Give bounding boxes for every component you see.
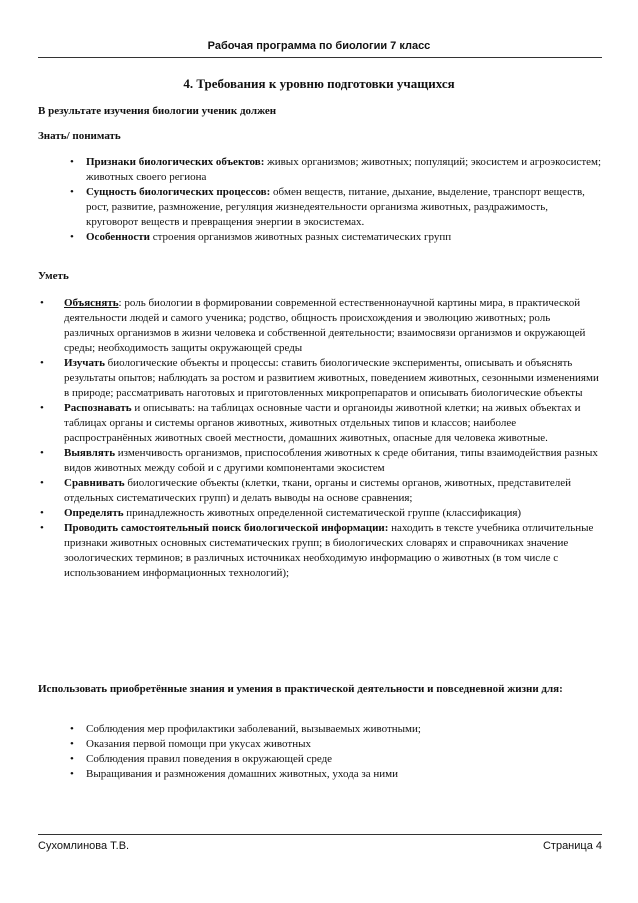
list-item: • Проводить самостоятельный поиск биологической информации: находить в тексте учебника отличительные признаки животных основных систематических групп; в биологических словарях и справочниках значение зоологических терминов; в различных источниках необходимую информацию о животных (в том числе с использованием информационных технологий); [64,521,602,581]
footer-page-number: Страница 4 [542,840,602,852]
list-item: • Объяснять: роль биологии в формировании современной естественнонаучной картины мира, в практической деятельности людей и самого ученика; родство, общность происхождения и эволюцию животных; роль различных организмов в жизни человека и собственной деятельности; взаимосвязи организмов и окружающей среды; необходимость защиты окружающей среды [64,296,602,356]
list-item: • Соблюдения правил поведения в окружающей среде [86,752,602,767]
can-list [64,296,602,581]
list-item: • Выращивания и размножения домашних животных, ухода за ними [86,767,602,782]
list-item: • Изучать биологические объекты и процессы: ставить биологические эксперименты, описывать и объяснять результаты опытов; наблюдать за ростом и развитием животных, поведением животных, сезонными изменениями в природе; рассматривать наготовых и приготовленных микропрепаратов и описывать биологические объекты [64,356,602,401]
list-item: • Особенности строения организмов животных разных систематических групп [86,230,602,245]
can-heading: Уметь [38,270,69,282]
intro-text: В результате изучения биологии ученик должен [38,105,277,117]
list-item: • Распознавать и описывать: на таблицах основные части и органоиды животной клетки; на живых объектах и таблицах органы и системы органов животных, животных отдельных типов и классов; наиболее распространённых животных своей местности, домашних животных, опасные для человека животные. [64,401,602,446]
footer-author: Сухомлинова Т.В. [38,840,130,852]
list-item: • Оказания первой помощи при укусах животных [86,737,602,752]
list-item: • Определять принадлежность животных определенной систематической группе (классификация) [64,506,602,521]
footer-rule [38,834,602,835]
list-item: • Сравнивать биологические объекты (клетки, ткани, органы и системы органов, животных, представителей отдельных систематических групп) и делать выводы на основе сравнения; [64,476,602,506]
use-list [86,722,602,782]
list-item: • Выявлять изменчивость организмов, приспособления животных к среде обитания, типы взаимодействия разных видов животных между собой и с другими компонентами экосистем [64,446,602,476]
list-item: • Сущность биологических процессов: обмен веществ, питание, дыхание, выделение, транспорт веществ, рост, развитие, размножение, регуляция жизнедеятельности организма животных, раздражимость, круговорот веществ и превращения энергии в экосистемах. [86,185,602,230]
section-title: 4. Требования к уровню подготовки учащихся [183,76,455,91]
know-list [86,155,602,245]
list-item: • Соблюдения мер профилактики заболеваний, вызываемых животными; [86,722,602,737]
list-item: • Признаки биологических объектов: живых организмов; животных; популяций; экосистем и агроэкосистем; животных своего региона [86,155,602,185]
know-heading: Знать/ понимать [38,130,121,142]
page-header: Рабочая программа по биологии 7 класс [207,40,431,52]
use-heading: Использовать приобретённые знания и умения в практической деятельности и повседневной жизни для: [38,683,563,695]
header-rule [38,57,602,58]
